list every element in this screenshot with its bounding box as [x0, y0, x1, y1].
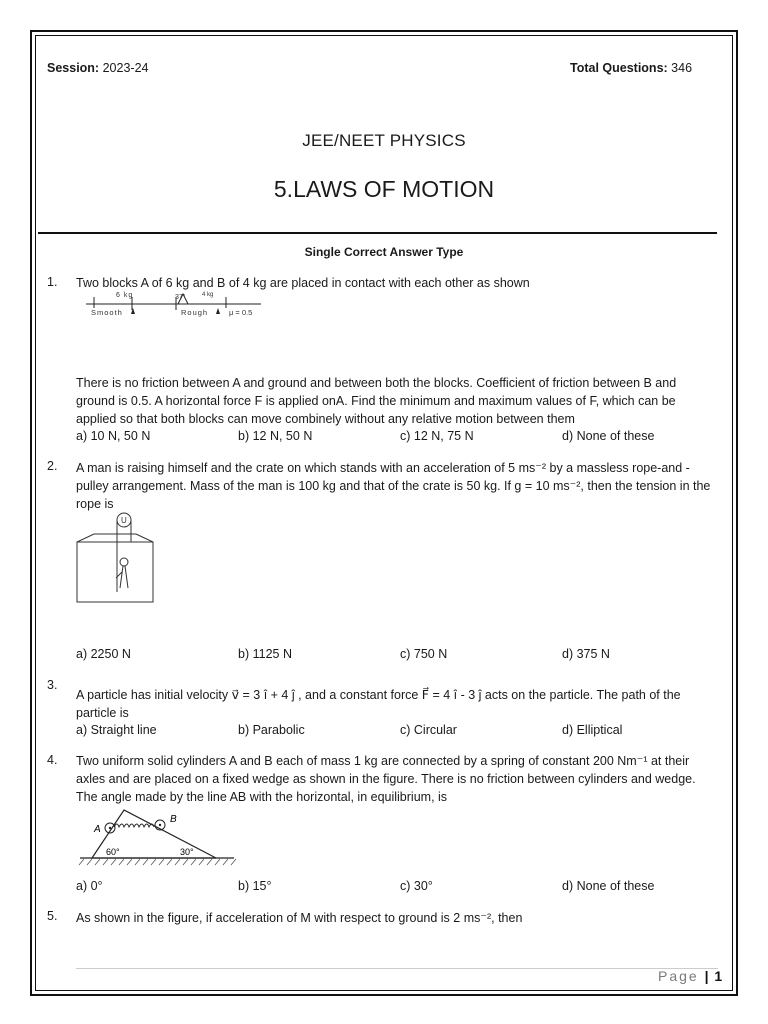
block-a-mass: 6 kg [116, 292, 134, 299]
question-1-option-d[interactable]: d) None of these [562, 429, 655, 443]
section-heading: Single Correct Answer Type [304, 245, 464, 259]
total-value: 346 [671, 61, 693, 75]
svg-text:U: U [121, 516, 127, 525]
question-2-figure [76, 512, 156, 604]
friction-coefficient: μ = 0.5 [229, 308, 253, 317]
question-4-text: Two uniform solid cylinders A and B each of mass 1 kg are connected by a spring of constant 200 Nm⁻¹ at their axles and are placed on a fixed wedge as shown in the figure. There is no friction between cylinders and wedge. The angle made by the line AB with the horizontal, in equilibrium, is [76, 754, 696, 804]
rough-label: Rough [181, 308, 209, 317]
question-3-option-a[interactable]: a) Straight line [76, 723, 157, 737]
question-1-number: 1. [47, 275, 58, 289]
page-separator: | [704, 968, 709, 984]
question-3-number: 3. [47, 678, 58, 692]
left-angle-label: 60° [106, 847, 120, 857]
chapter-title: 5.LAWS OF MOTION [273, 176, 495, 202]
question-2-option-a[interactable]: a) 2250 N [76, 647, 131, 661]
footer-divider [76, 968, 718, 969]
smooth-label: Smooth [91, 308, 123, 317]
question-1-text: Two blocks A of 6 kg and B of 4 kg are placed in contact with each other as shown [76, 276, 530, 290]
total-questions [570, 61, 692, 75]
question-1-option-c[interactable]: c) 12 N, 75 N [400, 429, 474, 443]
page-word: Page [658, 968, 699, 984]
question-4-option-c[interactable]: c) 30° [400, 879, 433, 893]
session-label: Session: [47, 61, 100, 75]
question-4-option-a-text[interactable]: a) 0° [76, 879, 103, 893]
question-2-number: 2. [47, 459, 58, 473]
question-1-figure [86, 288, 276, 320]
question-1-option-a[interactable]: a) 10 N, 50 N [76, 429, 151, 443]
session-value: 2023-24 [102, 61, 149, 75]
incline-angle: 37° [175, 294, 186, 301]
question-5-number: 5. [47, 909, 58, 923]
question-3-option-c[interactable]: c) Circular [400, 723, 457, 737]
question-3-text: A particle has initial velocity v⃗ = 3 î + 4 ĵ , and a constant force F⃗ = 4 î - 3 ĵ acts on the particle. The path of the particle is [76, 688, 681, 720]
cylinder-a-label: A [94, 824, 101, 835]
question-2-option-d[interactable]: d) 375 N [562, 647, 610, 661]
header-divider [38, 232, 717, 234]
question-1-option-b[interactable]: b) 12 N, 50 N [238, 429, 313, 443]
question-3-option-d[interactable]: d) Elliptical [562, 723, 623, 737]
question-3-option-b[interactable]: b) Parabolic [238, 723, 305, 737]
question-2-text: A man is raising himself and the crate on which stands with an acceleration of 5 ms⁻² by a massless rope-and -pulley arrangement. Mass of the man is 100 kg and that of the crate is 50 kg. If g = 10 ms⁻², then the tension in the rope is [76, 461, 711, 511]
total-label: Total Questions: [570, 61, 668, 75]
page-number: 1 [714, 968, 723, 984]
right-angle-label: 30° [180, 847, 194, 857]
question-4-number: 4. [47, 753, 58, 767]
question-4-option-b[interactable]: b) 15° [238, 879, 272, 893]
session-info [47, 61, 148, 75]
page-footer [658, 968, 722, 984]
question-2-option-c[interactable]: c) 750 N [400, 647, 448, 661]
question-5-text: As shown in the figure, if acceleration of M with respect to ground is 2 ms⁻², then [76, 911, 523, 925]
block-b-mass: 4 kg [202, 292, 214, 298]
question-1-text-continued: There is no friction between A and ground and between both the blocks. Coefficient of friction between B and ground is 0.5. A horizontal force F is applied onA. Find the minimum and maximum values of F, which can be applied so that both blocks can move combinely without any relative motion between them [76, 376, 677, 426]
question-4-option-d[interactable]: d) None of these [562, 879, 655, 893]
question-4-figure [76, 808, 238, 870]
question-2-option-b[interactable]: b) 1125 N [238, 647, 292, 661]
subject-title: JEE/NEET PHYSICS [302, 131, 466, 150]
cylinder-b-label: B [170, 814, 177, 825]
